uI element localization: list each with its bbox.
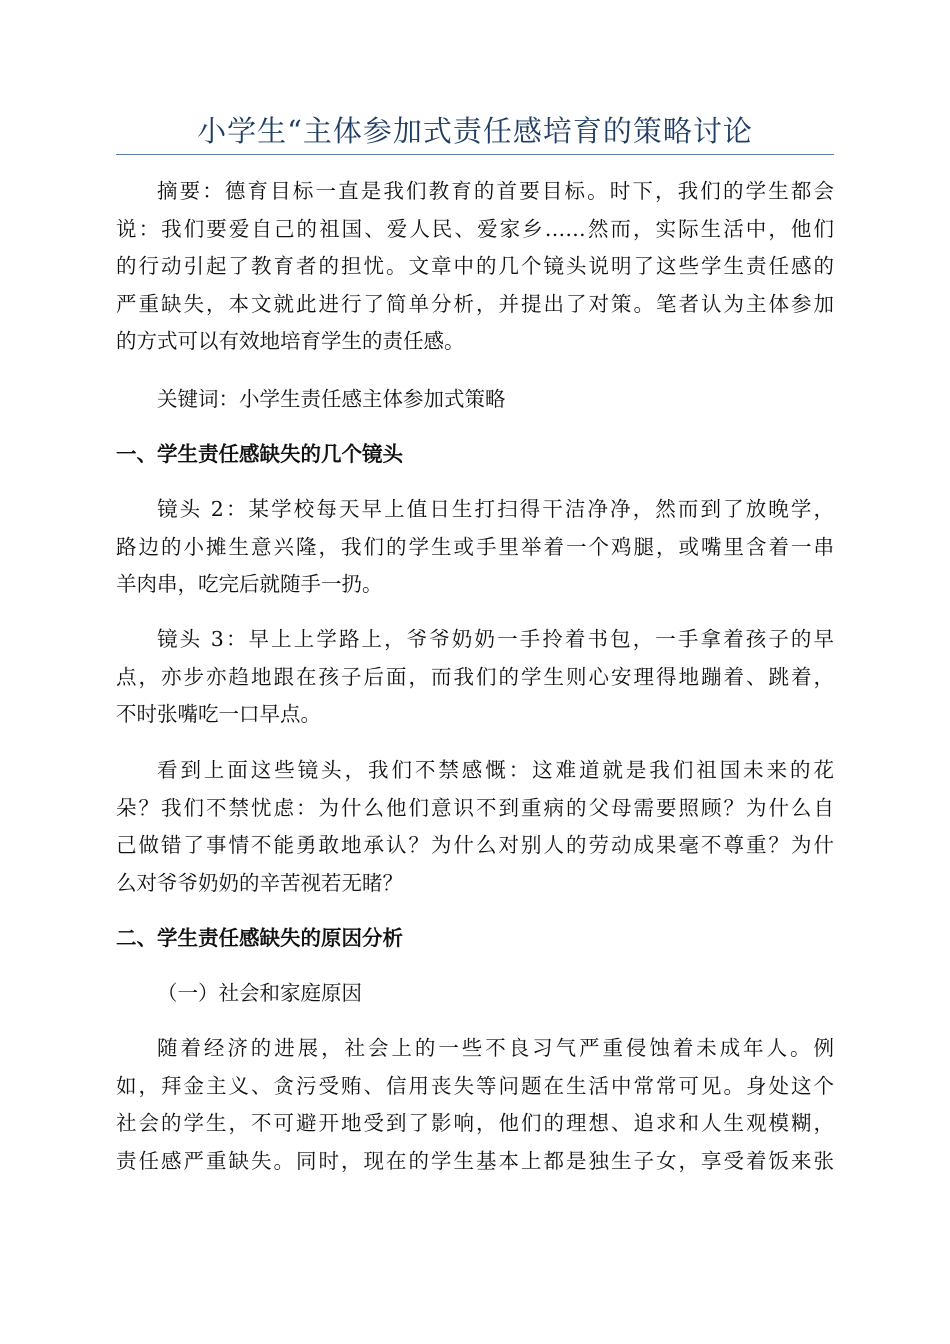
reflection-line: 己做错了事情不能勇敢地承认？为什么对别人的劳动成果毫不尊重？为什 xyxy=(116,833,834,857)
abstract-line: 严重缺失，本文就此进行了简单分析，并提出了对策。笔者认为主体参加 xyxy=(116,291,834,316)
abstract-line: 摘要：德育目标一直是我们教育的首要目标。时下，我们的学生都会 xyxy=(157,179,834,203)
section-heading-2: 二、学生责任感缺失的原因分析 xyxy=(116,926,403,950)
scene2-line: 路边的小摊生意兴隆，我们的学生或手里举着一个鸡腿，或嘴里含着一串 xyxy=(116,534,834,559)
reflection-line: 么对爷爷奶奶的辛苦视若无睹？ xyxy=(116,870,403,895)
scene2-paragraph xyxy=(116,491,834,604)
reflection-paragraph xyxy=(116,752,834,902)
abstract-line: 的方式可以有效地培育学生的责任感。 xyxy=(116,329,465,353)
abstract-line: 的行动引起了教育者的担忧。文章中的几个镜头说明了这些学生责任感的 xyxy=(116,254,834,278)
scene3-line: 点，亦步亦趋地跟在孩子后面，而我们的学生则心安理得地蹦着、跳着， xyxy=(116,664,834,689)
title-underline xyxy=(116,154,834,155)
subsection-heading-1: （一）社会和家庭原因 xyxy=(157,981,362,1005)
social-line: 随着经济的进展，社会上的一些不良习气严重侵蚀着未成年人。例 xyxy=(157,1036,834,1060)
scene2-line: 镜头 2：某学校每天早上值日生打扫得干洁净净，然而到了放晚学， xyxy=(157,497,834,521)
abstract-paragraph xyxy=(116,173,834,361)
scene2-line: 羊肉串，吃完后就随手一扔。 xyxy=(116,572,383,596)
social-line: 责任感严重缺失。同时，现在的学生基本上都是独生子女，享受着饭来张 xyxy=(116,1148,834,1173)
scene3-line: 不时张嘴吃一口早点。 xyxy=(116,702,321,726)
scene3-line: 镜头 3：早上上学路上，爷爷奶奶一手拎着书包，一手拿着孩子的早 xyxy=(157,627,834,651)
section-heading-1: 一、学生责任感缺失的几个镜头 xyxy=(116,442,403,466)
document-title: 小学生“主体参加式责任感培育的策略讨论 xyxy=(197,114,753,148)
keywords-line: 关键词：小学生责任感主体参加式策略 xyxy=(157,387,506,411)
abstract-line: 说：我们要爱自己的祖国、爱人民、爱家乡……然而，实际生活中，他们 xyxy=(116,216,834,241)
social-line: 社会的学生，不可避开地受到了影响，他们的理想、追求和人生观模糊， xyxy=(116,1111,834,1135)
reflection-line: 看到上面这些镜头，我们不禁感慨：这难道就是我们祖国未来的花 xyxy=(157,758,834,782)
reflection-line: 朵？我们不禁忧虑：为什么他们意识不到重病的父母需要照顾？为什么自 xyxy=(116,795,834,820)
social-line: 如，拜金主义、贪污受贿、信用丧失等问题在生活中常常可见。身处这个 xyxy=(116,1073,834,1098)
scene3-paragraph xyxy=(116,621,834,734)
social-paragraph xyxy=(116,1030,834,1180)
